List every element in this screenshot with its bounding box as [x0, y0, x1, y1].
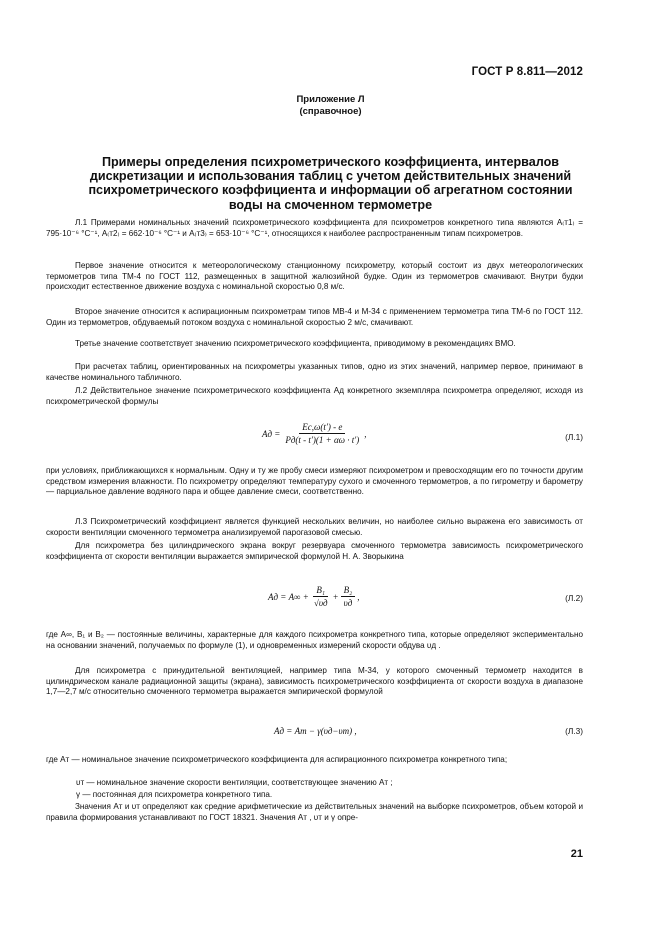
formula-operator: + — [332, 591, 339, 602]
paragraph: Значения Aт и υт определяют как средние арифметические из действительных значений на выборке психрометров, объем которой и правила формирования устанавливают по ГОСТ 18321. Значения Aт , υт и γ опре- — [46, 802, 583, 822]
paragraph: где A∞, B₁ и B₂ — постоянные величины, характерные для каждого психрометра конкретного типа, которые определяют экспериментально на основании значений, получаемых по формуле (1), и одновременных измерений скорости обдува υд . — [46, 630, 583, 650]
formula-fraction — [282, 422, 362, 445]
main-title — [40, 155, 621, 212]
formula-lhs: Aд = — [262, 428, 281, 439]
formula-denominator: √υд — [313, 598, 328, 608]
main-title-line: психрометрического коэффициента и информации об агрегатном состоянии — [88, 183, 573, 198]
formula-number: (Л.1) — [565, 432, 583, 442]
paragraph: Для психрометра с принудительной вентиляцией, например типа М-34, у которого смоченный термометр находится в цилиндрическом канале радиационной защиты (экрана), зависимость психрометрического коэффициента от скорости воздуха в диапазоне 1,7—2,7 м/с относительно смоченного термометра выражается эмпирической формулой — [46, 666, 583, 696]
formula-l1 — [262, 422, 367, 445]
main-title-line: дискретизации и использования таблиц с учетом действительных значений — [89, 169, 572, 184]
page-number: 21 — [570, 848, 583, 860]
standard-header: ГОСТ Р 8.811—2012 — [471, 66, 583, 78]
main-title-line: воды на смоченном термометре — [228, 197, 433, 212]
formula-denominator: Pд(t - t′)(1 + αω · t′) — [285, 435, 360, 445]
formula-number: (Л.3) — [565, 726, 583, 736]
formula-l3: Aд = Aт − γ(υд−υт) , — [274, 726, 357, 736]
paragraph: υт — номинальное значение скорости вентиляции, соответствующее значению Aт ; — [76, 778, 393, 787]
paragraph: При расчетах таблиц, ориентированных на психрометры указанных типов, одно из этих значений, например первое, принимают в качестве номинального табличного. — [46, 362, 583, 382]
formula-fraction — [341, 585, 356, 608]
formula-numerator: B₁ — [313, 585, 328, 597]
formula-lhs: Aд = A∞ + — [268, 591, 309, 602]
paragraph: Л.1 Примерами номинальных значений психрометрического коэффициента для психрометров конкретного типа являются A₍т1₎ = 795·10⁻⁶ °С⁻¹, A₍т2₎ = 662·10⁻⁶ °С⁻¹ и A₍т3₎ = 653·10⁻⁶ °С⁻¹, относящихся к наиболее распространенным типам психрометров. — [46, 218, 583, 238]
main-title-line: Примеры определения психрометрического коэффициента, интервалов — [101, 155, 560, 169]
appendix-subtitle: (справочное) — [299, 106, 362, 117]
formula-fraction — [311, 585, 331, 608]
formula-l2 — [268, 585, 360, 608]
formula-numerator: Eс,ω(t′) - e — [299, 422, 345, 434]
formula-numerator: B₂ — [341, 585, 356, 597]
paragraph: Второе значение относится к аспирационным психрометрам типов МВ-4 и М-34 с применением термометра типа ТМ-6 по ГОСТ 112. Один из термометров, обдуваемый потоком воздуха с номинальной скоростью 2 м/с, смачивают. — [46, 307, 583, 327]
appendix-title: Приложение Л — [296, 94, 365, 105]
paragraph: Л.3 Психрометрический коэффициент является функцией нескольких величин, но наиболее сильно выражена его зависимость от скорости вентиляции смоченного термометра анализируемой парогазовой смесью. — [46, 517, 583, 537]
appendix-heading — [40, 94, 621, 118]
paragraph: Л.2 Действительное значение психрометрического коэффициента Aд конкретного экземпляра психрометра определяют, исходя из психрометрической формулы — [46, 386, 583, 406]
paragraph: γ — постоянная для психрометра конкретного типа. — [76, 790, 273, 799]
formula-tail: , — [357, 591, 360, 602]
paragraph: Третье значение соответствует значению психрометрического коэффициента, приводимому в рекомендациях ВМО. — [75, 339, 516, 348]
paragraph: Первое значение относится к метеорологическому станционному психрометру, который состоит из двух метеорологических термометров типа ТМ-4 по ГОСТ 112, размещенных в защитной жалюзийной будке. Один из термометров смачивают. Внутри будки происходит естественное движение воздуха с номинальной скоростью 0,8 м/с. — [46, 261, 583, 291]
paragraph: Для психрометра без цилиндрического экрана вокруг резервуара смоченного термометра зависимость психрометрического коэффициента от скорости вентиляции выражается эмпирической формулой Н. А. Зворыкина — [46, 541, 583, 561]
paragraph: при условиях, приближающихся к нормальным. Одну и ту же пробу смеси измеряют психрометром и превосходящим его по точности другим средством измерения влажности. По психрометру определяют температуру сухого и смоченного термометров, а по гигрометру и барометру — парциальное давление водяного пара и общее давление смеси, соответственно. — [46, 466, 583, 496]
formula-denominator: υд — [343, 598, 353, 608]
formula-number: (Л.2) — [565, 593, 583, 603]
formula-tail: , — [364, 428, 367, 439]
paragraph: где Aт — номинальное значение психрометрического коэффициента для аспирационного психрометра конкретного типа; — [46, 755, 508, 764]
